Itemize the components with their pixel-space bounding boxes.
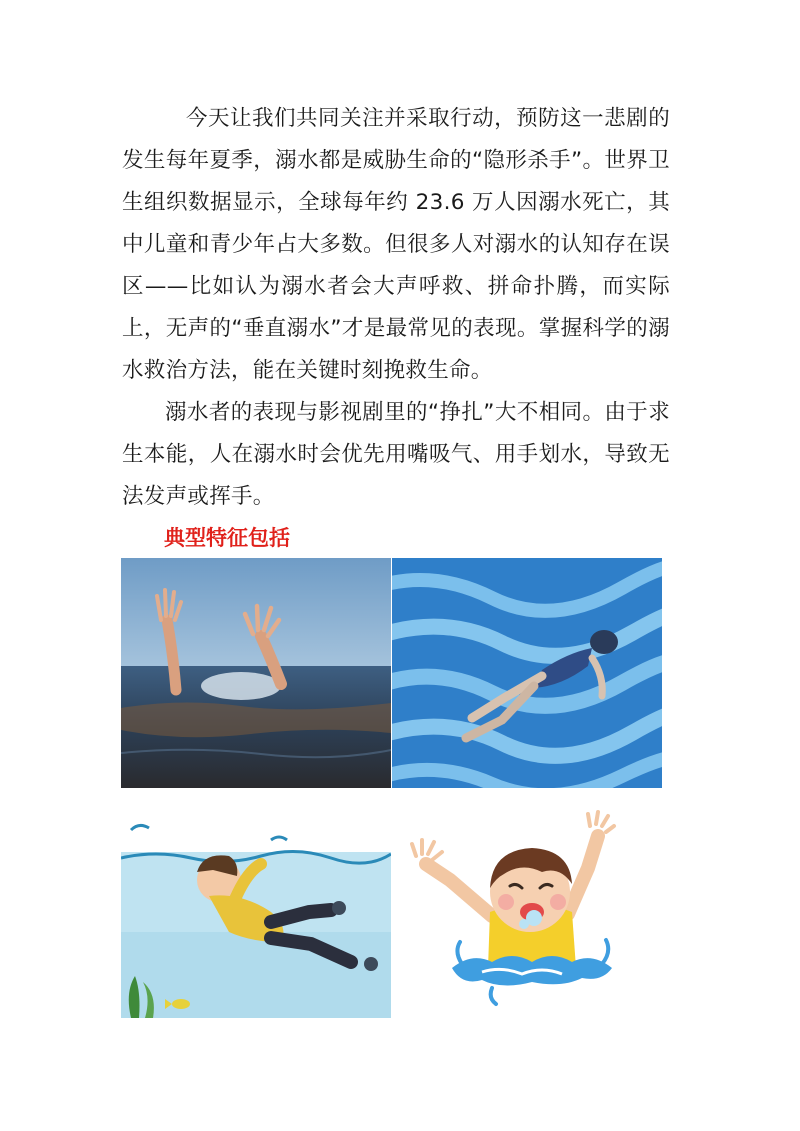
underwater-child-illustration-icon	[121, 792, 391, 1018]
pool-swimmer-photo-icon	[392, 558, 662, 788]
intro-paragraph: 今天让我们共同关注并采取行动，预防这一悲剧的发生每年夏季，溺水都是威胁生命的“隐形杀手”。世界卫生组织数据显示，全球每年约 23.6 万人因溺水死亡，其中儿童和青少年占大多数。但很多人对溺水的认知存在误区——比如认为溺水者会大声呼救、拼命扑腾，而实际上，无声的“垂直溺水”才是最常见的表现。掌握科学的溺水救治方法，能在关键时刻挽救生命。	[122, 106, 670, 383]
splashing-child-cartoon-icon	[392, 792, 662, 1018]
section-heading: 典型特征包括	[164, 526, 290, 550]
symptoms-paragraph: 溺水者的表现与影视剧里的“挣扎”大不相同。由于求生本能，人在溺水时会优先用嘴吸气、用手划水，导致无法发声或挥手。	[122, 400, 670, 509]
drowning-hands-photo-icon	[121, 558, 391, 788]
